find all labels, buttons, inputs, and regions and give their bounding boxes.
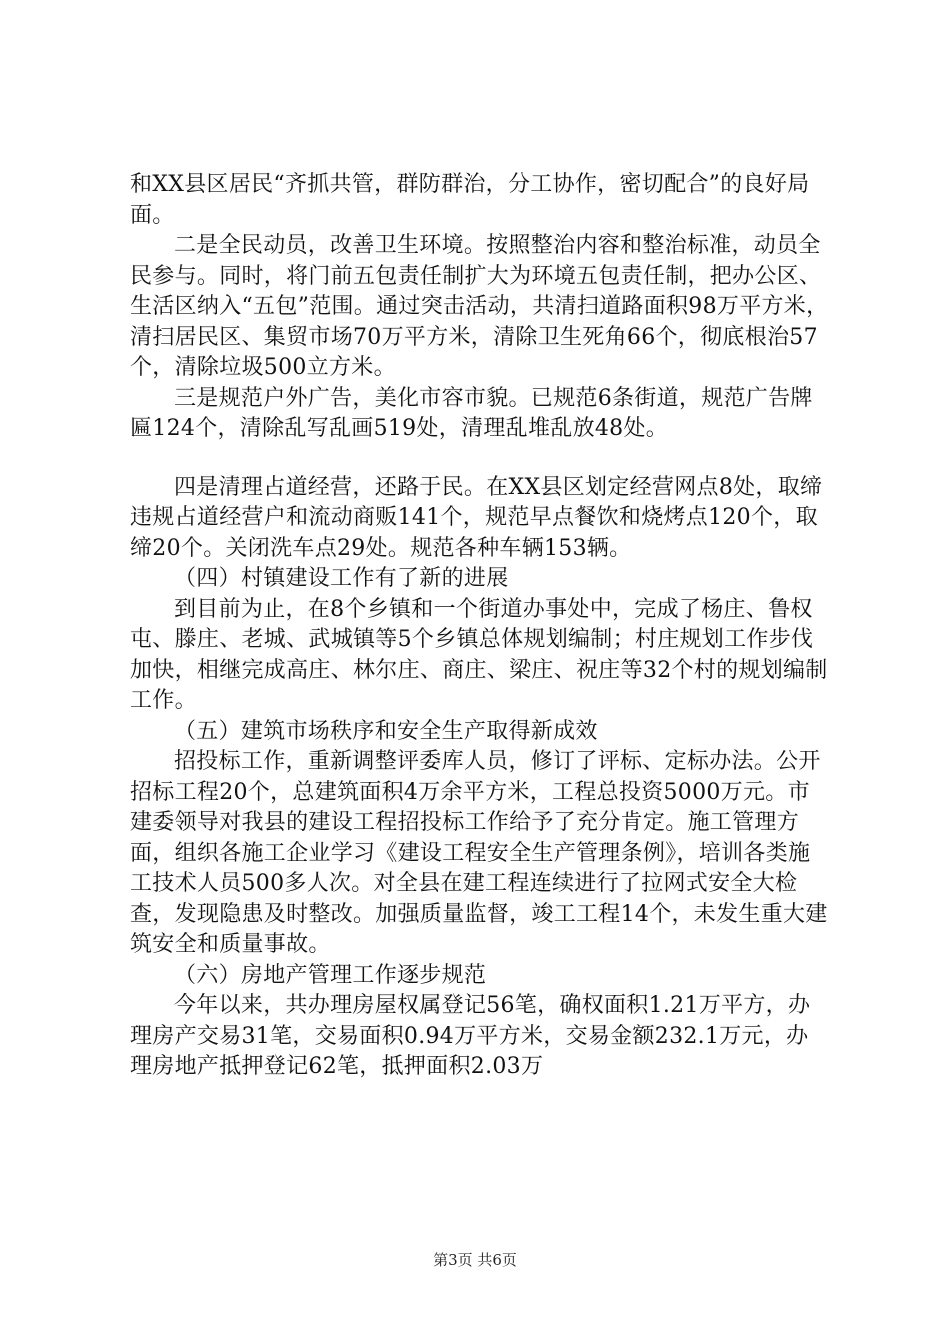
section-heading-6: （六）房地产管理工作逐步规范: [174, 962, 487, 988]
paragraph-5: 到目前为止，在8个乡镇和一个街道办事处中，完成了杨庄、鲁权屯、滕庄、老城、武城镇等5个乡镇总体规划编制；村庄规划工作步伐加快，相继完成高庄、林尔庄、商庄、梁庄、祝庄等32个村的规划编制工作。: [130, 596, 828, 713]
document-body: [130, 170, 830, 1083]
paragraph-6: 招投标工作，重新调整评委库人员，修订了评标、定标办法。公开招标工程20个，总建筑面积4万余平方米，工程总投资5000万元。市建委领导对我县的建设工程招投标工作给予了充分肯定。施工管理方面，组织各施工企业学习《建设工程安全生产管理条例》，培训各类施工技术人员500多人次。对全县在建工程连续进行了拉网式安全大检查，发现隐患及时整改。加强质量监督，竣工工程14个，未发生重大建筑安全和质量事故。: [130, 749, 828, 957]
paragraph-2: 二是全民动员，改善卫生环境。按照整治内容和整治标准，动员全民参与。同时，将门前五包责任制扩大为环境五包责任制，把办公区、生活区纳入“五包”范围。通过突击活动，共清扫道路面积98万平方米，清扫居民区、集贸市场70万平方米，清除卫生死角66个，彻底根治57个，清除垃圾500立方米。: [130, 233, 829, 380]
paragraph-3: 三是规范户外广告，美化市容市貌。已规范6条街道，规范广告牌匾124个，清除乱写乱画519处，清理乱堆乱放48处。: [130, 385, 813, 441]
paragraph-1: 和XX县区居民“齐抓共管，群防群治，分工协作，密切配合”的良好局面。: [130, 172, 810, 228]
section-heading-4: （四）村镇建设工作有了新的进展: [174, 566, 509, 591]
section-heading-5: （五）建筑市场秩序和安全生产取得新成效: [174, 718, 598, 744]
paragraph-7: 今年以来，共办理房屋权属登记56笔，确权面积1.21万平方，办理房产交易31笔，交易面积0.94万平方米，交易金额232.1万元，办理房地产抵押登记62笔，抵押面积2.03万: [130, 993, 811, 1079]
page-footer: 第3页 共6页: [433, 1251, 517, 1269]
paragraph-4: 四是清理占道经营，还路于民。在XX县区划定经营网点8处，取缔违规占道经营户和流动商贩141个，规范早点餐饮和烧烤点120个，取缔20个。关闭洗车点29处。规范各种车辆153辆。: [130, 474, 823, 561]
